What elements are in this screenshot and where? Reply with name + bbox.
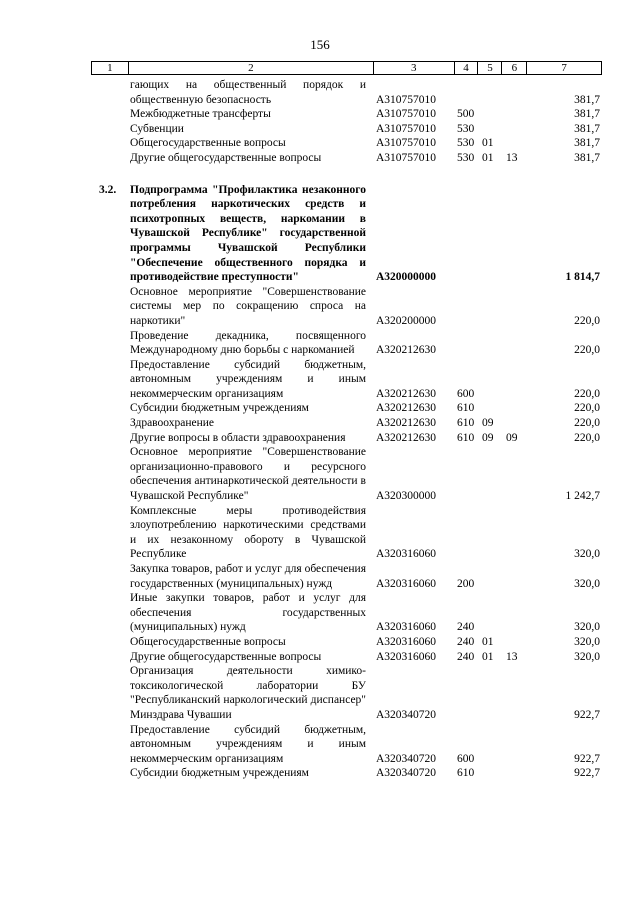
row-expense-type: 530 — [457, 137, 475, 150]
row-expense-type: 530 — [457, 151, 475, 164]
row-name: Комплексные меры противодействия злоупотреблению наркотическими средствами и их незаконному обороту в Чувашской Республике — [130, 504, 366, 561]
row-name: Организация деятельности химико-токсикологической лаборатории БУ "Республиканский наркологический диспансер" Минздрава Чувашии — [130, 665, 366, 721]
table-row — [0, 562, 640, 591]
table-row — [0, 664, 640, 722]
row-name: Здравоохранение — [130, 417, 215, 430]
row-expense-type: 200 — [457, 577, 475, 590]
row-section: 01 — [482, 635, 494, 648]
row-subsection: 13 — [506, 151, 518, 164]
row-code: А320200000 — [376, 314, 437, 327]
budget-table-body — [0, 78, 640, 781]
row-name: Закупка товаров, работ и услуг для обеспечения государственных (муниципальных) нужд — [130, 563, 366, 590]
row-expense-type: 240 — [457, 621, 475, 634]
row-code: А320316060 — [376, 621, 437, 634]
table-row — [0, 445, 640, 503]
row-amount: 320,0 — [574, 548, 600, 561]
column-header-6: 6 — [502, 62, 527, 74]
row-amount: 320,0 — [574, 621, 600, 634]
row-amount: 381,7 — [574, 108, 600, 121]
table-row — [0, 136, 640, 151]
row-name: Основное мероприятие "Совершенствование системы мер по сокращению спроса на наркотики" — [130, 285, 366, 327]
row-name: Другие общегосударственные вопросы — [130, 151, 322, 164]
table-row — [0, 504, 640, 562]
table-row — [0, 635, 640, 650]
column-header-4: 4 — [455, 62, 479, 74]
row-code: А320212630 — [376, 417, 437, 430]
table-row — [0, 285, 640, 329]
row-expense-type: 600 — [457, 752, 475, 765]
row-name: Иные закупки товаров, работ и услуг для обеспечения государственных (муниципальных) нужд — [130, 592, 366, 634]
column-header-3: 3 — [374, 62, 455, 74]
row-code: А320316060 — [376, 577, 437, 590]
row-subsection: 13 — [506, 650, 518, 663]
column-header-2: 2 — [129, 62, 374, 74]
row-section: 01 — [482, 137, 494, 150]
row-name: гающих на общественный порядок и общественную безопасность — [130, 79, 366, 106]
table-row — [0, 431, 640, 446]
row-code: А310757010 — [376, 93, 437, 106]
table-row — [0, 766, 640, 781]
row-code: А310757010 — [376, 151, 437, 164]
row-expense-type: 600 — [457, 387, 475, 400]
row-name: Основное мероприятие "Совершенствование организационно-правового и ресурсного обеспечения антинаркотической деятельности в Чувашской Республике" — [130, 446, 366, 503]
table-row — [0, 416, 640, 431]
table-header — [91, 61, 602, 75]
row-expense-type: 500 — [457, 108, 475, 121]
table-row — [0, 151, 640, 166]
row-amount: 381,7 — [574, 93, 600, 106]
row-name: Общегосударственные вопросы — [130, 137, 286, 150]
row-code: А320212630 — [376, 387, 437, 400]
row-name: Субсидии бюджетным учреждениям — [130, 767, 309, 780]
row-code: А320316060 — [376, 548, 437, 561]
row-amount: 1 242,7 — [565, 490, 600, 503]
row-name: Межбюджетные трансферты — [130, 108, 271, 121]
row-expense-type: 610 — [457, 402, 475, 415]
row-name: Предоставление субсидий бюджетным, автономным учреждениям и иным некоммерческим организациям — [130, 358, 366, 400]
row-code: А310757010 — [376, 137, 437, 150]
row-name: Субвенции — [130, 122, 184, 135]
row-code: А310757010 — [376, 108, 437, 121]
row-amount: 922,7 — [574, 752, 600, 765]
row-code: А320316060 — [376, 650, 437, 663]
row-code: А320316060 — [376, 635, 437, 648]
table-row — [0, 122, 640, 137]
row-section: 09 — [482, 431, 494, 444]
page-number: 156 — [310, 37, 330, 52]
row-name: Общегосударственные вопросы — [130, 635, 286, 648]
column-header-7: 7 — [561, 62, 567, 74]
row-expense-type: 240 — [457, 635, 475, 648]
row-name: Подпрограмма "Профилактика незаконного потребления наркотических средств и психотропных веществ, наркомании в Чувашской Республике" государственной программы Чувашской Республики "Обеспечение общественного порядка и противодействие преступности" — [130, 183, 366, 284]
row-name: Другие общегосударственные вопросы — [130, 650, 322, 663]
row-code: А320300000 — [376, 490, 437, 503]
table-row — [0, 107, 640, 122]
row-code: А320212630 — [376, 402, 437, 415]
row-code: А320212630 — [376, 344, 437, 357]
row-amount: 220,0 — [574, 431, 600, 444]
row-code: А320340720 — [376, 708, 437, 721]
row-expense-type: 610 — [457, 431, 475, 444]
row-code: А320212630 — [376, 431, 437, 444]
table-row — [0, 183, 640, 285]
row-expense-type: 530 — [457, 122, 475, 135]
row-code: А320340720 — [376, 752, 437, 765]
column-header-1: 1 — [92, 62, 129, 74]
table-row — [0, 358, 640, 402]
table-row — [0, 78, 640, 107]
row-code: А320340720 — [376, 767, 437, 780]
row-name: Проведение декадника, посвященного Международному дню борьбы с наркоманией — [130, 329, 366, 357]
row-amount: 320,0 — [574, 577, 600, 590]
row-code: А310757010 — [376, 122, 437, 135]
table-row — [0, 329, 640, 358]
row-name: Другие вопросы в области здравоохранения — [130, 431, 346, 444]
row-amount: 220,0 — [574, 314, 600, 327]
row-amount: 922,7 — [574, 708, 600, 721]
table-row — [0, 650, 640, 665]
row-expense-type: 610 — [457, 417, 475, 430]
row-section: 01 — [482, 650, 494, 663]
row-amount: 220,0 — [574, 387, 600, 400]
row-amount: 381,7 — [574, 122, 600, 135]
row-number: 3.2. — [99, 183, 117, 196]
row-amount: 1 814,7 — [565, 271, 600, 284]
row-subsection: 09 — [506, 431, 518, 444]
row-section: 01 — [482, 151, 494, 164]
section-gap — [0, 166, 640, 183]
row-amount: 220,0 — [574, 344, 600, 357]
row-name: Предоставление субсидий бюджетным, автономным учреждениям и иным некоммерческим организациям — [130, 723, 366, 765]
column-header-5: 5 — [478, 62, 502, 74]
row-expense-type: 240 — [457, 650, 475, 663]
row-name: Субсидии бюджетным учреждениям — [130, 402, 309, 415]
table-row — [0, 591, 640, 635]
table-row — [0, 723, 640, 767]
table-row — [0, 401, 640, 416]
row-expense-type: 610 — [457, 767, 475, 780]
row-amount: 381,7 — [574, 151, 600, 164]
row-amount: 220,0 — [574, 417, 600, 430]
row-amount: 922,7 — [574, 767, 600, 780]
row-amount: 320,0 — [574, 650, 600, 663]
row-section: 09 — [482, 417, 494, 430]
row-amount: 381,7 — [574, 137, 600, 150]
row-amount: 320,0 — [574, 635, 600, 648]
row-amount: 220,0 — [574, 402, 600, 415]
row-code: А320000000 — [376, 271, 437, 284]
